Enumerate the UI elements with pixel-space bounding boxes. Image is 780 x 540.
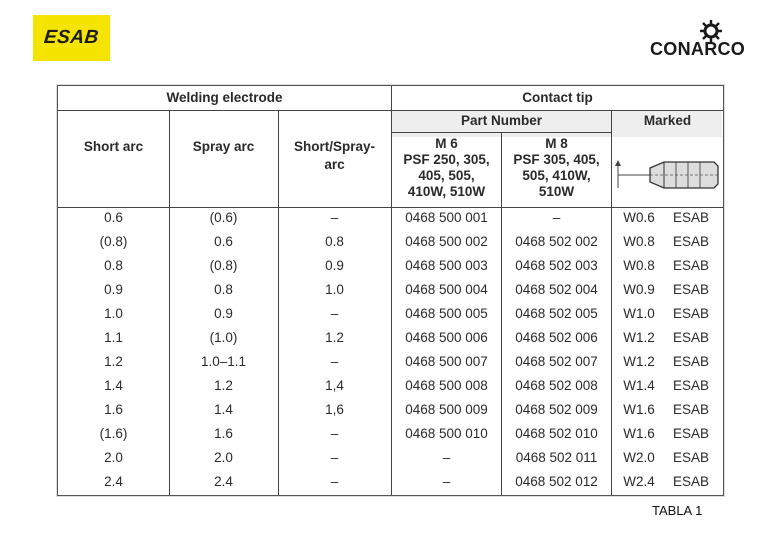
table-cell-brand: ESAB — [672, 258, 710, 273]
table-cell-mark: W0.8 — [623, 234, 655, 249]
table-cell-m6: 0468 500 005 — [405, 306, 488, 321]
table-cell-mark: W1.4 — [623, 378, 655, 393]
table-cell-short-spray: 1,6 — [325, 402, 344, 417]
table-cell-spray-arc: (0.6) — [209, 210, 238, 225]
short-spray-header: Short/Spray- — [293, 139, 375, 154]
table-cell-short-arc: 1.1 — [104, 330, 123, 345]
esab-logo — [33, 15, 110, 61]
table-cell-short-arc: 0.9 — [104, 282, 123, 297]
m6-models: PSF 250, 305, — [403, 152, 490, 167]
conarco-logo-text: CONARCO — [650, 39, 746, 59]
welding-electrode-header: Welding electrode — [166, 90, 283, 105]
table-cell-m6: 0468 500 010 — [405, 426, 488, 441]
table-cell-m8: 0468 502 012 — [515, 474, 598, 489]
table-cell-short-spray: – — [330, 474, 339, 489]
table-cell-brand: ESAB — [672, 330, 710, 345]
table-cell-brand: ESAB — [672, 378, 710, 393]
table-caption: TABLA 1 — [652, 503, 703, 518]
table-cell-brand: ESAB — [672, 402, 710, 417]
table-cell-short-arc: 1.4 — [104, 378, 123, 393]
table-cell-m8: 0468 502 008 — [515, 378, 598, 393]
table-cell-mark: W1.2 — [623, 354, 655, 369]
esab-logo-text: ESAB — [43, 27, 101, 48]
table-cell-m8: 0468 502 003 — [515, 258, 598, 273]
table-cell-short-arc: 1.0 — [104, 306, 123, 321]
spray-arc-header: Spray arc — [192, 139, 255, 154]
table-cell-short-spray: – — [330, 426, 339, 441]
table-cell-m6: 0468 500 007 — [405, 354, 488, 369]
table-cell-mark: W1.2 — [623, 330, 655, 345]
table-cell-brand: ESAB — [672, 450, 710, 465]
table-cell-m6: – — [442, 474, 451, 489]
table-cell-short-arc: 2.4 — [104, 474, 123, 489]
table-cell-short-arc: 0.8 — [104, 258, 123, 273]
table-cell-m8: 0468 502 011 — [515, 450, 598, 465]
table-cell-m8: 0468 502 004 — [515, 282, 598, 297]
table-cell-spray-arc: 1.0–1.1 — [200, 354, 247, 369]
table-cell-short-arc: 1.6 — [104, 402, 123, 417]
table-cell-spray-arc: 2.4 — [214, 474, 233, 489]
table-cell-m6: 0468 500 003 — [405, 258, 488, 273]
table-cell-m8: 0468 502 007 — [515, 354, 598, 369]
table-cell-m6: 0468 500 009 — [405, 402, 488, 417]
table-cell-short-arc: (0.8) — [99, 234, 128, 249]
table-cell-short-spray: 0.9 — [325, 258, 344, 273]
table-cell-spray-arc: 2.0 — [214, 450, 233, 465]
table-cell-spray-arc: 1.2 — [214, 378, 233, 393]
electrode-table — [57, 85, 724, 496]
m8-models: 505, 410W, — [522, 168, 591, 183]
table-cell-spray-arc: 0.9 — [214, 306, 233, 321]
table-cell-m8: 0468 502 006 — [515, 330, 598, 345]
table-cell-spray-arc: 0.8 — [214, 282, 233, 297]
table-cell-short-spray: – — [330, 354, 339, 369]
table-cell-short-spray: – — [330, 306, 339, 321]
short-arc-header: Short arc — [83, 139, 144, 154]
table-cell-brand: ESAB — [672, 306, 710, 321]
m6-header: M 6 — [435, 136, 458, 151]
table-cell-m8: 0468 502 005 — [515, 306, 598, 321]
contact-tip-header: Contact tip — [522, 90, 593, 105]
table-cell-short-spray: 1.0 — [325, 282, 344, 297]
table-cell-short-spray: 1,4 — [325, 378, 344, 393]
table-cell-mark: W1.6 — [623, 402, 655, 417]
table-cell-mark: W1.6 — [623, 426, 655, 441]
m6-models: 405, 505, — [418, 168, 475, 183]
table-cell-short-arc: 1.2 — [104, 354, 123, 369]
table-cell-mark: W1.0 — [623, 306, 655, 321]
table-cell-short-arc: 0.6 — [104, 210, 123, 225]
table-cell-m8: 0468 502 002 — [515, 234, 598, 249]
m8-models: PSF 305, 405, — [513, 152, 600, 167]
table-cell-spray-arc: (1.0) — [209, 330, 238, 345]
m8-header: M 8 — [545, 136, 568, 151]
table-cell-m6: 0468 500 008 — [405, 378, 488, 393]
table-cell-mark: W2.0 — [623, 450, 655, 465]
table-cell-m8: 0468 502 010 — [515, 426, 598, 441]
table-cell-m8: 0468 502 009 — [515, 402, 598, 417]
table-cell-brand: ESAB — [672, 210, 710, 225]
table-cell-m8: – — [552, 210, 561, 225]
m8-models: 510W — [538, 184, 575, 199]
contact-tip-drawing — [614, 144, 720, 202]
table-cell-brand: ESAB — [672, 426, 710, 441]
table-cell-brand: ESAB — [672, 474, 710, 489]
table-cell-brand: ESAB — [672, 354, 710, 369]
short-spray-header-line2: arc — [324, 157, 345, 172]
table-cell-short-arc: 2.0 — [104, 450, 123, 465]
table-cell-mark: W0.6 — [623, 210, 655, 225]
table-cell-short-arc: (1.6) — [99, 426, 128, 441]
table-cell-m6: 0468 500 006 — [405, 330, 488, 345]
table-cell-m6: 0468 500 004 — [405, 282, 488, 297]
table-cell-short-spray: – — [330, 450, 339, 465]
table-cell-mark: W0.9 — [623, 282, 655, 297]
table-cell-spray-arc: 0.6 — [214, 234, 233, 249]
m6-models: 410W, 510W — [407, 184, 486, 199]
marked-header: Marked — [643, 113, 692, 128]
table-cell-m6: 0468 500 002 — [405, 234, 488, 249]
table-cell-spray-arc: 1.4 — [214, 402, 233, 417]
table-cell-mark: W2.4 — [623, 474, 655, 489]
table-cell-m6: – — [442, 450, 451, 465]
table-cell-mark: W0.8 — [623, 258, 655, 273]
table-cell-spray-arc: (0.8) — [209, 258, 238, 273]
table-cell-brand: ESAB — [672, 282, 710, 297]
part-number-header: Part Number — [460, 113, 543, 128]
table-cell-short-spray: 0.8 — [325, 234, 344, 249]
conarco-logo — [650, 20, 768, 60]
table-cell-short-spray: – — [330, 210, 339, 225]
table-cell-brand: ESAB — [672, 234, 710, 249]
table-cell-short-spray: 1.2 — [325, 330, 344, 345]
table-cell-spray-arc: 1.6 — [214, 426, 233, 441]
table-cell-m6: 0468 500 001 — [405, 210, 488, 225]
